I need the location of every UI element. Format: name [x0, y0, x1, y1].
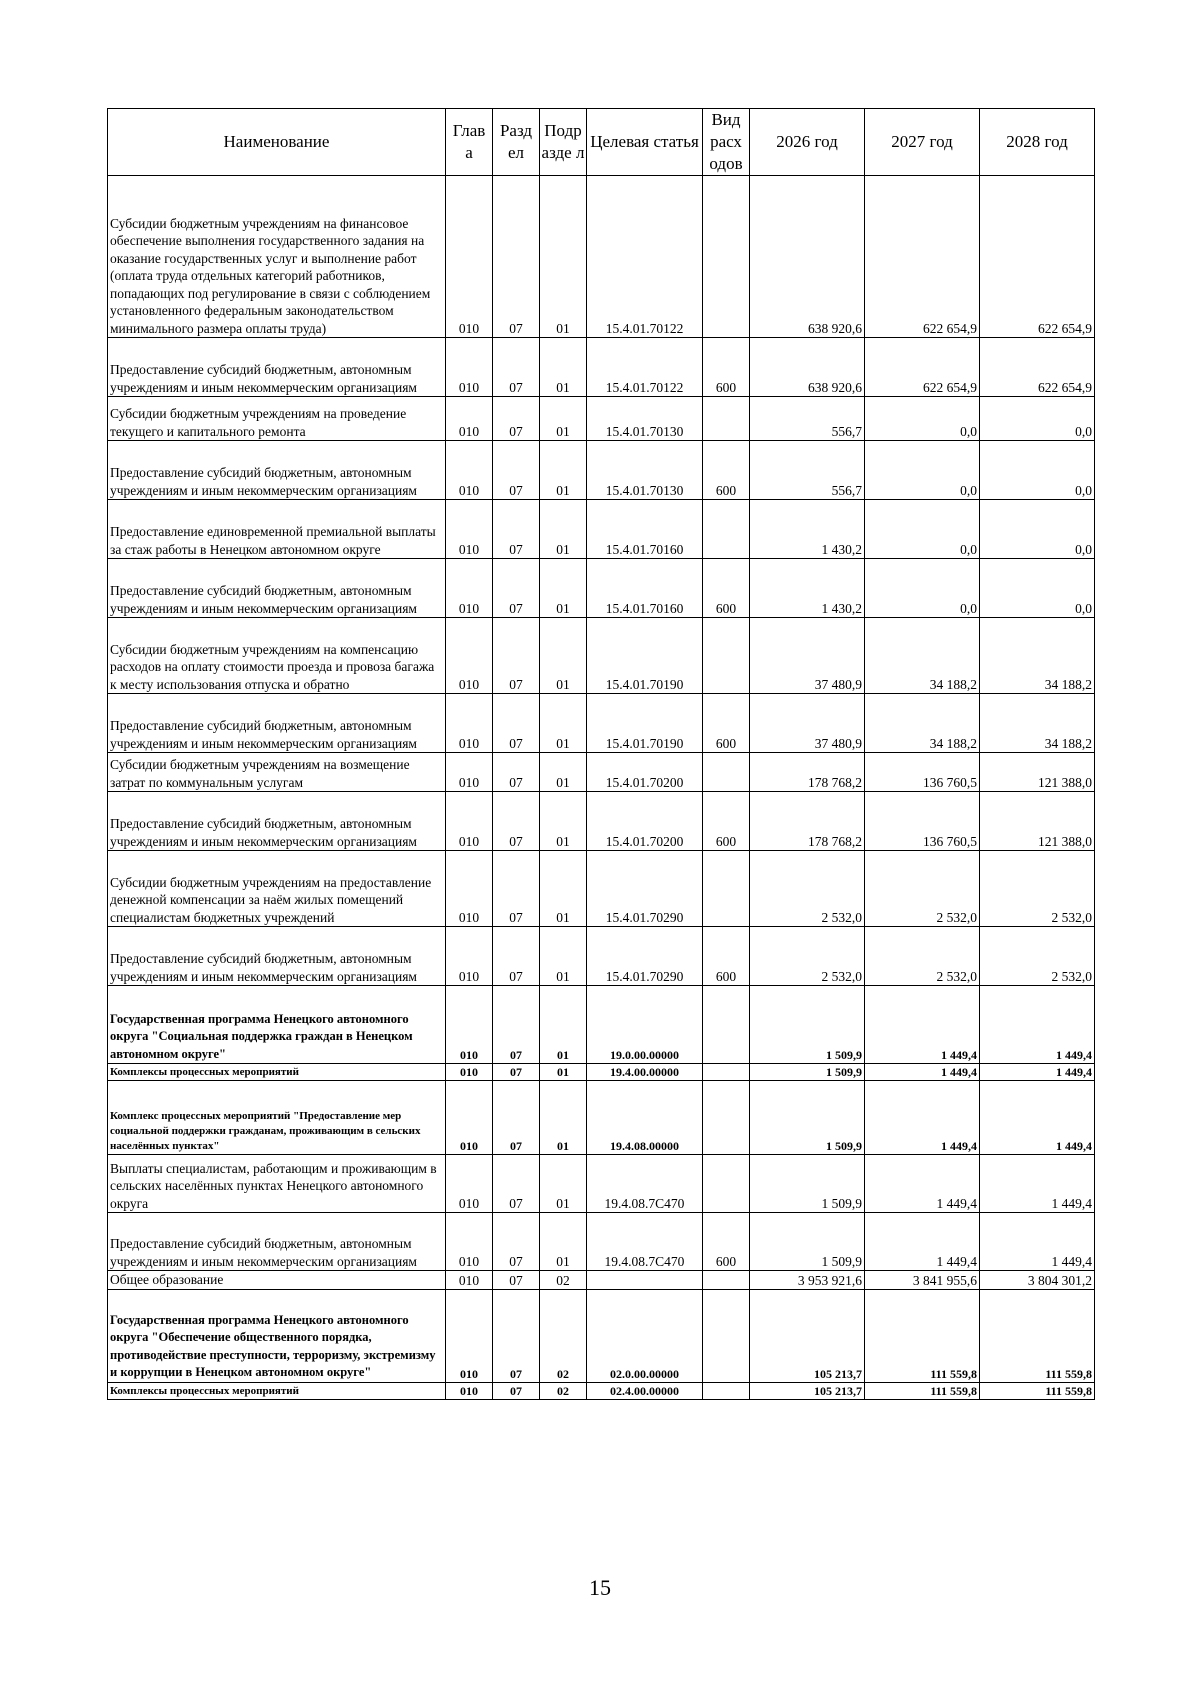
row-name: Предоставление субсидий бюджетным, автономным учреждениям и иным некоммерческим организациям [108, 694, 446, 753]
row-glava: 010 [446, 1064, 493, 1081]
row-target: 19.4.08.7C470 [587, 1155, 703, 1213]
row-2026: 1 509,9 [750, 1155, 865, 1213]
row-2027: 1 449,4 [865, 1064, 980, 1081]
row-glava: 010 [446, 1382, 493, 1399]
row-2028: 121 388,0 [980, 753, 1095, 792]
row-2026: 1 509,9 [750, 986, 865, 1064]
row-podrazdel: 01 [540, 1213, 587, 1271]
table-row [108, 1289, 1095, 1382]
page-number: 15 [589, 1575, 611, 1600]
row-vid [703, 500, 750, 559]
row-razdel: 07 [493, 176, 540, 338]
row-razdel: 07 [493, 441, 540, 500]
table-row [108, 986, 1095, 1064]
row-name: Общее образование [108, 1271, 446, 1290]
row-razdel: 07 [493, 986, 540, 1064]
table-row [108, 500, 1095, 559]
row-name: Предоставление субсидий бюджетным, автономным учреждениям и иным некоммерческим организациям [108, 338, 446, 397]
row-vid [703, 618, 750, 694]
row-2026: 1 509,9 [750, 1064, 865, 1081]
table-row [108, 338, 1095, 397]
row-vid [703, 1289, 750, 1382]
row-podrazdel: 01 [540, 986, 587, 1064]
row-target: 15.4.01.70122 [587, 176, 703, 338]
row-2026: 2 532,0 [750, 927, 865, 986]
row-2026: 1 430,2 [750, 500, 865, 559]
row-glava: 010 [446, 1271, 493, 1290]
table-row [108, 1155, 1095, 1213]
row-target: 15.4.01.70160 [587, 500, 703, 559]
row-glava: 010 [446, 851, 493, 927]
row-2027: 111 559,8 [865, 1382, 980, 1399]
row-2028: 1 449,4 [980, 1155, 1095, 1213]
header-razdel: Разд ел [493, 109, 540, 176]
row-name: Предоставление субсидий бюджетным, автономным учреждениям и иным некоммерческим организациям [108, 441, 446, 500]
row-2028: 34 188,2 [980, 618, 1095, 694]
row-razdel: 07 [493, 753, 540, 792]
row-vid: 600 [703, 694, 750, 753]
row-glava: 010 [446, 792, 493, 851]
row-razdel: 07 [493, 338, 540, 397]
table-row [108, 1081, 1095, 1155]
table-row [108, 1064, 1095, 1081]
row-target [587, 1271, 703, 1290]
row-vid [703, 397, 750, 441]
row-2027: 1 449,4 [865, 1213, 980, 1271]
row-podrazdel: 01 [540, 1064, 587, 1081]
row-target: 19.4.00.00000 [587, 1064, 703, 1081]
table-row [108, 1213, 1095, 1271]
row-name: Субсидии бюджетным учреждениям на возмещение затрат по коммунальным услугам [108, 753, 446, 792]
row-vid [703, 753, 750, 792]
row-2028: 3 804 301,2 [980, 1271, 1095, 1290]
row-vid: 600 [703, 338, 750, 397]
header-vid: Вид расх одов [703, 109, 750, 176]
row-target: 15.4.01.70122 [587, 338, 703, 397]
row-razdel: 07 [493, 618, 540, 694]
row-glava: 010 [446, 559, 493, 618]
table-row [108, 1271, 1095, 1290]
row-vid [703, 986, 750, 1064]
row-2026: 37 480,9 [750, 694, 865, 753]
row-target: 15.4.01.70200 [587, 753, 703, 792]
row-podrazdel: 01 [540, 618, 587, 694]
row-2027: 2 532,0 [865, 927, 980, 986]
row-name: Государственная программа Ненецкого автономного округа "Социальная поддержка граждан в Ненецком автономном округе" [108, 986, 446, 1064]
row-podrazdel: 01 [540, 753, 587, 792]
row-podrazdel: 01 [540, 1155, 587, 1213]
row-target: 15.4.01.70130 [587, 397, 703, 441]
row-podrazdel: 01 [540, 338, 587, 397]
row-vid: 600 [703, 927, 750, 986]
row-podrazdel: 01 [540, 441, 587, 500]
table-row [108, 851, 1095, 927]
row-name: Предоставление субсидий бюджетным, автономным учреждениям и иным некоммерческим организациям [108, 559, 446, 618]
row-2028: 0,0 [980, 559, 1095, 618]
row-2028: 121 388,0 [980, 792, 1095, 851]
table-row [108, 753, 1095, 792]
row-vid: 600 [703, 559, 750, 618]
table-row [108, 559, 1095, 618]
row-name: Предоставление субсидий бюджетным, автономным учреждениям и иным некоммерческим организациям [108, 1213, 446, 1271]
row-target: 15.4.01.70190 [587, 618, 703, 694]
row-name: Комплексы процессных мероприятий [108, 1382, 446, 1399]
row-2026: 556,7 [750, 397, 865, 441]
row-2027: 622 654,9 [865, 176, 980, 338]
row-2026: 37 480,9 [750, 618, 865, 694]
row-podrazdel: 02 [540, 1382, 587, 1399]
table-row [108, 927, 1095, 986]
row-podrazdel: 01 [540, 559, 587, 618]
row-2028: 1 449,4 [980, 986, 1095, 1064]
header-name: Наименование [108, 109, 446, 176]
row-glava: 010 [446, 338, 493, 397]
row-2027: 1 449,4 [865, 1155, 980, 1213]
row-vid [703, 1382, 750, 1399]
row-vid [703, 1064, 750, 1081]
row-glava: 010 [446, 1289, 493, 1382]
row-2028: 622 654,9 [980, 338, 1095, 397]
row-2027: 0,0 [865, 559, 980, 618]
table-row [108, 618, 1095, 694]
row-glava: 010 [446, 1081, 493, 1155]
row-razdel: 07 [493, 851, 540, 927]
row-2027: 34 188,2 [865, 618, 980, 694]
row-target: 02.4.00.00000 [587, 1382, 703, 1399]
row-podrazdel: 02 [540, 1289, 587, 1382]
row-glava: 010 [446, 1155, 493, 1213]
row-razdel: 07 [493, 559, 540, 618]
row-podrazdel: 01 [540, 500, 587, 559]
row-vid: 600 [703, 1213, 750, 1271]
row-glava: 010 [446, 694, 493, 753]
row-name: Субсидии бюджетным учреждениям на компенсацию расходов на оплату стоимости проезда и провоза багажа к месту использования отпуска и обратно [108, 618, 446, 694]
row-podrazdel: 01 [540, 694, 587, 753]
table-row [108, 176, 1095, 338]
row-vid [703, 1271, 750, 1290]
row-2026: 105 213,7 [750, 1382, 865, 1399]
row-2026: 178 768,2 [750, 792, 865, 851]
row-target: 15.4.01.70130 [587, 441, 703, 500]
row-razdel: 07 [493, 927, 540, 986]
row-2027: 1 449,4 [865, 1081, 980, 1155]
row-2028: 111 559,8 [980, 1289, 1095, 1382]
row-vid [703, 176, 750, 338]
row-2027: 1 449,4 [865, 986, 980, 1064]
row-name: Субсидии бюджетным учреждениям на предоставление денежной компенсации за наём жилых помещений специалистам бюджетных учреждений [108, 851, 446, 927]
table-header-row [108, 109, 1095, 176]
row-2026: 105 213,7 [750, 1289, 865, 1382]
row-target: 15.4.01.70290 [587, 927, 703, 986]
row-2028: 0,0 [980, 500, 1095, 559]
row-2026: 1 509,9 [750, 1081, 865, 1155]
row-vid [703, 1081, 750, 1155]
row-2028: 2 532,0 [980, 927, 1095, 986]
header-2027: 2027 год [865, 109, 980, 176]
row-2027: 0,0 [865, 500, 980, 559]
row-razdel: 07 [493, 1382, 540, 1399]
row-2028: 1 449,4 [980, 1081, 1095, 1155]
row-name: Предоставление субсидий бюджетным, автономным учреждениям и иным некоммерческим организациям [108, 792, 446, 851]
row-glava: 010 [446, 1213, 493, 1271]
budget-table [107, 108, 1095, 1400]
row-2026: 1 509,9 [750, 1213, 865, 1271]
row-razdel: 07 [493, 1155, 540, 1213]
row-target: 19.0.00.00000 [587, 986, 703, 1064]
row-podrazdel: 01 [540, 397, 587, 441]
row-razdel: 07 [493, 792, 540, 851]
header-2026: 2026 год [750, 109, 865, 176]
row-2028: 0,0 [980, 397, 1095, 441]
row-podrazdel: 01 [540, 851, 587, 927]
row-2026: 556,7 [750, 441, 865, 500]
row-glava: 010 [446, 753, 493, 792]
row-glava: 010 [446, 927, 493, 986]
row-razdel: 07 [493, 500, 540, 559]
row-glava: 010 [446, 618, 493, 694]
row-2027: 136 760,5 [865, 753, 980, 792]
row-target: 15.4.01.70290 [587, 851, 703, 927]
row-name: Субсидии бюджетным учреждениям на финансовое обеспечение выполнения государственного задания на оказание государственных услуг и выполнение работ (оплата труда отдельных категорий работников, попадающих под регулирование в связи с соблюдением установленного федеральным законодательством минимального размера оплаты труда) [108, 176, 446, 338]
row-2026: 178 768,2 [750, 753, 865, 792]
header-target: Целевая статья [587, 109, 703, 176]
row-glava: 010 [446, 397, 493, 441]
row-name: Выплаты специалистам, работающим и проживающим в сельских населённых пунктах Ненецкого автономного округа [108, 1155, 446, 1213]
row-2026: 3 953 921,6 [750, 1271, 865, 1290]
row-vid [703, 851, 750, 927]
row-target: 19.4.08.7C470 [587, 1213, 703, 1271]
row-razdel: 07 [493, 1081, 540, 1155]
row-2027: 34 188,2 [865, 694, 980, 753]
row-2027: 622 654,9 [865, 338, 980, 397]
row-razdel: 07 [493, 1271, 540, 1290]
row-2028: 2 532,0 [980, 851, 1095, 927]
row-razdel: 07 [493, 1289, 540, 1382]
header-glava: Глав а [446, 109, 493, 176]
row-2027: 0,0 [865, 397, 980, 441]
row-vid: 600 [703, 792, 750, 851]
row-name: Предоставление единовременной премиальной выплаты за стаж работы в Ненецком автономном округе [108, 500, 446, 559]
row-2028: 111 559,8 [980, 1382, 1095, 1399]
row-2027: 111 559,8 [865, 1289, 980, 1382]
row-podrazdel: 01 [540, 1081, 587, 1155]
row-target: 15.4.01.70190 [587, 694, 703, 753]
row-name: Комплекс процессных мероприятий "Предоставление мер социальной поддержки гражданам, проживающим в сельских населённых пунктах" [108, 1081, 446, 1155]
row-2027: 136 760,5 [865, 792, 980, 851]
row-2026: 638 920,6 [750, 338, 865, 397]
row-podrazdel: 02 [540, 1271, 587, 1290]
row-vid [703, 1155, 750, 1213]
row-glava: 010 [446, 500, 493, 559]
header-2028: 2028 год [980, 109, 1095, 176]
table-row [108, 441, 1095, 500]
row-target: 15.4.01.70200 [587, 792, 703, 851]
row-name: Предоставление субсидий бюджетным, автономным учреждениям и иным некоммерческим организациям [108, 927, 446, 986]
row-2028: 1 449,4 [980, 1064, 1095, 1081]
row-2027: 2 532,0 [865, 851, 980, 927]
row-target: 15.4.01.70160 [587, 559, 703, 618]
row-name: Субсидии бюджетным учреждениям на проведение текущего и капитального ремонта [108, 397, 446, 441]
row-2026: 1 430,2 [750, 559, 865, 618]
row-2026: 638 920,6 [750, 176, 865, 338]
row-podrazdel: 01 [540, 176, 587, 338]
row-2027: 0,0 [865, 441, 980, 500]
row-glava: 010 [446, 986, 493, 1064]
row-2028: 0,0 [980, 441, 1095, 500]
row-target: 02.0.00.00000 [587, 1289, 703, 1382]
row-name: Государственная программа Ненецкого автономного округа "Обеспечение общественного порядка, противодействие преступности, терроризму, экстремизму и коррупции в Ненецком автономном округе" [108, 1289, 446, 1382]
row-razdel: 07 [493, 1064, 540, 1081]
row-2028: 34 188,2 [980, 694, 1095, 753]
row-2027: 3 841 955,6 [865, 1271, 980, 1290]
table-row [108, 792, 1095, 851]
row-glava: 010 [446, 176, 493, 338]
row-name: Комплексы процессных мероприятий [108, 1064, 446, 1081]
row-2028: 1 449,4 [980, 1213, 1095, 1271]
row-razdel: 07 [493, 1213, 540, 1271]
row-podrazdel: 01 [540, 792, 587, 851]
row-glava: 010 [446, 441, 493, 500]
row-target: 19.4.08.00000 [587, 1081, 703, 1155]
row-2026: 2 532,0 [750, 851, 865, 927]
row-2028: 622 654,9 [980, 176, 1095, 338]
table-row [108, 1382, 1095, 1399]
table-row [108, 694, 1095, 753]
row-razdel: 07 [493, 694, 540, 753]
table-row [108, 397, 1095, 441]
row-razdel: 07 [493, 397, 540, 441]
row-vid: 600 [703, 441, 750, 500]
row-podrazdel: 01 [540, 927, 587, 986]
header-podrazdel: Подр азде л [540, 109, 587, 176]
